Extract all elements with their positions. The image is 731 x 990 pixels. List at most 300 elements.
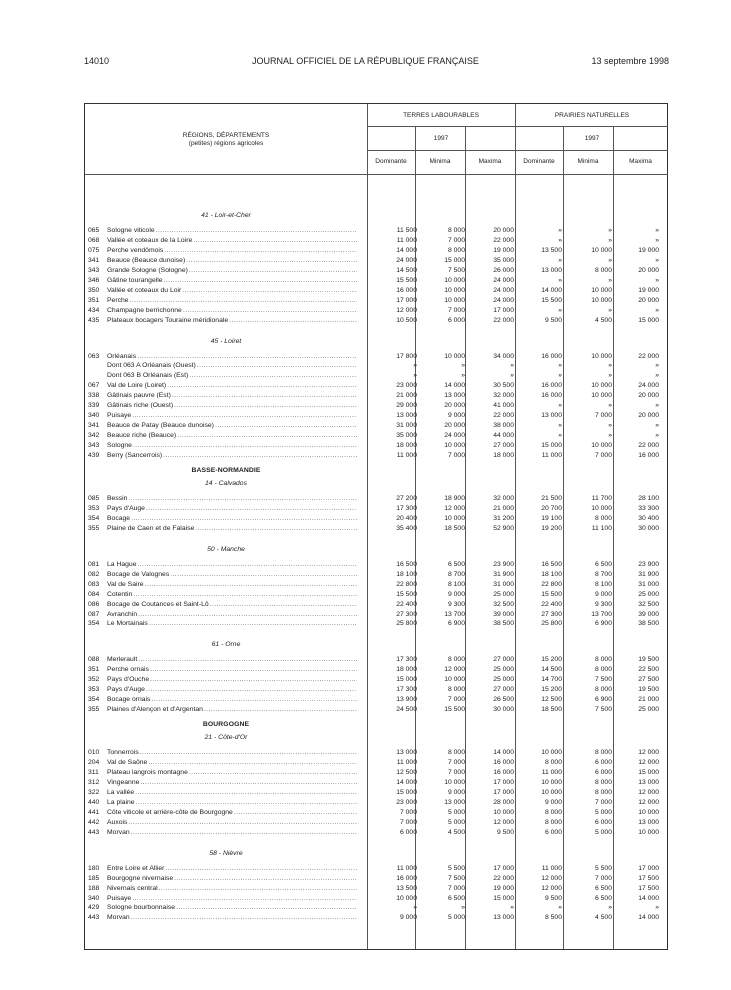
region-code: 010 — [88, 749, 100, 757]
table-row — [85, 665, 669, 675]
region-code: 086 — [88, 600, 100, 608]
region-code: 311 — [88, 769, 99, 776]
region-label: Sologne bourbonnaise ..... — [107, 903, 357, 913]
cell-value: 15 000 — [541, 442, 562, 450]
cell-value: 19 000 — [493, 884, 514, 892]
cell-value: 25 000 — [638, 706, 659, 714]
cell-value: 10 000 — [591, 442, 612, 450]
cell-value: 5 000 — [594, 808, 612, 816]
cell-value: 6 500 — [594, 560, 612, 568]
region-label: Grande Sologne (Sologne) ..... — [107, 266, 357, 276]
cell-value: 7 000 — [594, 412, 612, 420]
region-label: Puisaye ..... — [107, 894, 357, 904]
cell-value: 15 500 — [541, 590, 562, 598]
cell-value: 17 000 — [638, 864, 659, 872]
region-code: 435 — [88, 316, 100, 324]
cell-value: 19 200 — [541, 524, 562, 532]
table-row — [85, 391, 669, 401]
cell-value: 11 000 — [541, 864, 562, 872]
table-row — [85, 600, 669, 610]
cell-value: 24 000 — [493, 286, 514, 294]
table-row — [85, 411, 669, 421]
department-heading: 45 - Loiret — [210, 337, 242, 345]
journal-title: JOURNAL OFFICIEL DE LA RÉPUBLIQUE FRANÇAISE — [252, 56, 479, 66]
table-row — [85, 381, 669, 391]
cell-value: » — [413, 904, 417, 912]
region-label: Gâtine tourangelle ..... — [107, 276, 357, 286]
cell-value: 34 000 — [493, 352, 514, 360]
cell-value: 15 000 — [444, 256, 465, 264]
table-row — [85, 306, 669, 316]
cell-value: 14 000 — [638, 914, 659, 922]
cell-value: 12 000 — [638, 788, 659, 796]
cell-value: 17 000 — [493, 306, 514, 314]
cell-value: 35 400 — [396, 524, 417, 532]
cell-value: 31 000 — [638, 580, 659, 588]
table-row — [85, 570, 669, 580]
cell-value: » — [655, 276, 659, 284]
region-label: Plateau langrois montagne ..... — [107, 768, 357, 778]
col-minima-1: Minima — [429, 158, 451, 165]
cell-value: 31 000 — [396, 422, 417, 430]
cell-value: 21 500 — [541, 494, 562, 502]
cell-value: » — [461, 904, 465, 912]
cell-value: 5 500 — [447, 864, 465, 872]
table-row — [85, 894, 669, 904]
cell-value: 39 000 — [493, 610, 514, 618]
table-row — [85, 494, 669, 504]
table-row — [85, 266, 669, 276]
cell-value: 30 500 — [493, 382, 514, 390]
table-row — [85, 286, 669, 296]
cell-value: 10 000 — [493, 808, 514, 816]
table-row — [85, 768, 669, 778]
cell-value: 19 500 — [638, 686, 659, 694]
cell-value: 10 000 — [444, 296, 465, 304]
cell-value: 15 000 — [638, 316, 659, 324]
region-label: Bocage de Valognes ..... — [107, 570, 357, 580]
cell-value: 29 000 — [396, 402, 417, 410]
cell-value: » — [558, 362, 562, 370]
table-row — [85, 808, 669, 818]
cell-value: 38 500 — [493, 620, 514, 628]
cell-value: 28 000 — [493, 798, 514, 806]
cell-value: 21 000 — [638, 696, 659, 704]
cell-value: 10 000 — [591, 286, 612, 294]
region-label: Pays d'Ouche ..... — [107, 675, 357, 685]
cell-value: 8 000 — [594, 788, 612, 796]
table-row — [85, 748, 669, 758]
region-code: 429 — [88, 904, 100, 912]
cell-value: 17 000 — [493, 864, 514, 872]
department-heading: 50 - Manche — [207, 545, 245, 553]
cell-value: 10 000 — [541, 778, 562, 786]
cell-value: 16 000 — [638, 452, 659, 459]
cell-value: 7 000 — [447, 769, 465, 776]
cell-value: 35 000 — [493, 256, 514, 264]
group-terres: TERRES LABOURABLES — [403, 112, 479, 119]
cell-value: » — [510, 372, 514, 380]
cell-value: 10 000 — [638, 808, 659, 816]
table-row — [85, 778, 669, 788]
cell-value: 6 000 — [594, 818, 612, 826]
cell-value: 19 500 — [638, 656, 659, 664]
cell-value: 20 000 — [638, 392, 659, 400]
cell-value: » — [413, 362, 417, 370]
cell-value: 30 000 — [493, 706, 514, 714]
cell-value: » — [558, 276, 562, 284]
cell-value: 25 800 — [396, 620, 417, 628]
group-prairies: PRAIRIES NATURELLES — [554, 112, 630, 119]
cell-value: 11 000 — [396, 864, 417, 872]
cell-value: » — [558, 256, 562, 264]
cell-value: 44 000 — [493, 432, 514, 440]
region-code: 312 — [88, 778, 100, 786]
cell-value: 24 000 — [493, 296, 514, 304]
table-row — [85, 296, 669, 306]
region-label: Nivernais central ..... — [107, 884, 357, 894]
cell-value: » — [655, 256, 659, 264]
cell-value: 19 000 — [493, 246, 514, 254]
cell-value: 32 000 — [493, 494, 514, 502]
cell-value: 12 500 — [396, 769, 417, 776]
table-row — [85, 560, 669, 570]
cell-value: 9 300 — [447, 600, 465, 608]
cell-value: 6 500 — [447, 560, 465, 568]
cell-value: » — [510, 362, 514, 370]
cell-value: 7 000 — [594, 798, 612, 806]
region-label: Morvan ..... — [107, 828, 357, 838]
region-label: Entre Loire et Allier ..... — [107, 864, 357, 874]
table-row — [85, 352, 669, 362]
region-code: 342 — [88, 432, 100, 440]
cell-value: 6 000 — [594, 759, 612, 767]
cell-value: 14 500 — [396, 266, 417, 274]
cell-value: 22 000 — [493, 412, 514, 420]
cell-value: 14 000 — [541, 286, 562, 294]
department-heading: 14 - Calvados — [205, 479, 247, 487]
cell-value: 15 500 — [541, 296, 562, 304]
cell-value: 17 500 — [638, 874, 659, 882]
region-code: 188 — [88, 884, 100, 892]
region-label: La vallée ..... — [107, 788, 357, 798]
cell-value: 11 000 — [541, 769, 562, 776]
table-row — [85, 580, 669, 590]
cell-value: 10 000 — [541, 749, 562, 757]
region-code: 353 — [88, 686, 100, 694]
region-label: Vingeanne ..... — [107, 778, 357, 788]
region-label: Beauce riche (Beauce) ..... — [107, 431, 357, 441]
cell-value: 20 000 — [638, 266, 659, 274]
cell-value: » — [655, 306, 659, 314]
region-label: Bocage ornais ..... — [107, 695, 357, 705]
cell-value: 15 500 — [396, 276, 417, 284]
cell-value: 31 900 — [493, 570, 514, 578]
table-row — [85, 514, 669, 524]
cell-value: 7 000 — [447, 306, 465, 314]
cell-value: 12 000 — [444, 666, 465, 674]
table-row — [85, 431, 669, 441]
cell-value: » — [608, 256, 612, 264]
cell-value: 21 000 — [493, 504, 514, 512]
table-row — [85, 798, 669, 808]
cell-value: 14 000 — [444, 382, 465, 390]
region-label: Champagne berrichonne ..... — [107, 306, 357, 316]
cell-value: 11 000 — [396, 452, 417, 459]
cell-value: 6 000 — [399, 828, 417, 836]
region-code: 341 — [88, 422, 100, 430]
cell-value: 12 000 — [541, 884, 562, 892]
cell-value: » — [558, 306, 562, 314]
cell-value: 8 000 — [447, 656, 465, 664]
cell-value: 19 000 — [638, 246, 659, 254]
region-label: Sologne ..... — [107, 441, 357, 451]
cell-value: 9 500 — [496, 828, 514, 836]
table-row — [85, 705, 669, 715]
year-terres: 1997 — [433, 135, 449, 142]
cell-value: 10 000 — [444, 352, 465, 360]
table-row — [85, 246, 669, 256]
cell-value: 6 000 — [544, 828, 562, 836]
cell-value: 27 000 — [493, 442, 514, 450]
region-label: Vallée et coteaux de la Loire ..... — [107, 236, 357, 246]
cell-value: 24 500 — [396, 706, 417, 714]
cell-value: 11 000 — [396, 236, 417, 244]
cell-value: 10 000 — [591, 392, 612, 400]
cell-value: 24 000 — [493, 276, 514, 284]
cell-value: » — [608, 362, 612, 370]
cell-value: 8 000 — [594, 656, 612, 664]
region-label: Morvan ..... — [107, 913, 357, 923]
region-label: Orléanais ..... — [107, 352, 357, 362]
region-code: 065 — [88, 227, 100, 234]
cell-value: 22 000 — [493, 236, 514, 244]
cell-value: 17 300 — [396, 686, 417, 694]
cell-value: 22 000 — [638, 442, 659, 450]
cell-value: 32 500 — [493, 600, 514, 608]
region-code: 353 — [88, 504, 100, 512]
cell-value: 25 000 — [493, 666, 514, 674]
cell-value: 8 000 — [594, 514, 612, 522]
region-label: Berry (Sancerrois) ..... — [107, 451, 357, 461]
data-table — [84, 103, 668, 950]
cell-value: 4 500 — [594, 914, 612, 922]
cell-value: 14 000 — [638, 894, 659, 902]
region-label: Avranchin ..... — [107, 610, 357, 620]
cell-value: 6 500 — [594, 884, 612, 892]
cell-value: 14 500 — [541, 666, 562, 674]
cell-value: 10 500 — [396, 316, 417, 324]
cell-value: 18 500 — [444, 524, 465, 532]
region-code: 352 — [88, 676, 100, 684]
cell-value: 17 800 — [396, 352, 417, 360]
cell-value: 23 900 — [638, 560, 659, 568]
cell-value: 15 000 — [396, 788, 417, 796]
cell-value: 8 000 — [594, 666, 612, 674]
region-label: Beauce de Patay (Beauce dunoise) ..... — [107, 421, 357, 431]
cell-value: » — [655, 432, 659, 440]
cell-value: 22 400 — [396, 600, 417, 608]
region-code: 083 — [88, 580, 100, 588]
cell-value: » — [558, 904, 562, 912]
region-code: 339 — [88, 402, 100, 410]
cell-value: 10 000 — [591, 504, 612, 512]
region-label: Plaine de Caen et de Falaise ..... — [107, 524, 357, 534]
col-dominante-1: Dominante — [375, 158, 407, 165]
cell-value: » — [608, 236, 612, 244]
cell-value: 14 700 — [541, 676, 562, 684]
cell-value: 4 500 — [447, 828, 465, 836]
cell-value: 24 000 — [638, 382, 659, 390]
cell-value: 8 100 — [447, 580, 465, 588]
cell-value: 13 000 — [541, 412, 562, 420]
region-code: 443 — [88, 914, 100, 922]
cell-value: 7 000 — [594, 452, 612, 459]
table-row — [85, 675, 669, 685]
cell-value: 15 000 — [396, 676, 417, 684]
region-code: 340 — [88, 412, 100, 420]
table-row — [85, 371, 669, 381]
region-label: Bocage ..... — [107, 514, 357, 524]
cell-value: 22 400 — [541, 600, 562, 608]
cell-value: 13 000 — [493, 914, 514, 922]
cell-value: 8 000 — [594, 778, 612, 786]
cell-value: 13 000 — [444, 798, 465, 806]
cell-value: » — [655, 362, 659, 370]
cell-value: 6 000 — [447, 316, 465, 324]
cell-value: » — [608, 432, 612, 440]
cell-value: » — [461, 372, 465, 380]
cell-value: 7 000 — [447, 452, 465, 459]
region-code: 340 — [88, 894, 100, 902]
cell-value: » — [558, 372, 562, 380]
cell-value: 9 500 — [544, 894, 562, 902]
cell-value: 6 900 — [594, 696, 612, 704]
cell-value: 13 700 — [444, 610, 465, 618]
table-row — [85, 504, 669, 514]
region-code: 084 — [88, 590, 100, 598]
cell-value: » — [655, 236, 659, 244]
cell-value: 12 000 — [638, 749, 659, 757]
cell-value: 8 000 — [447, 246, 465, 254]
region-code: 081 — [88, 560, 100, 568]
region-code: 085 — [88, 494, 100, 502]
cell-value: 27 200 — [396, 494, 417, 502]
cell-value: 15 000 — [638, 769, 659, 776]
cell-value: 15 000 — [493, 894, 514, 902]
cell-value: 8 000 — [544, 759, 562, 767]
table-row — [85, 451, 669, 461]
cell-value: 18 000 — [493, 452, 514, 459]
cell-value: 16 000 — [396, 874, 417, 882]
cell-value: » — [558, 432, 562, 440]
cell-value: » — [608, 306, 612, 314]
cell-value: 8 700 — [447, 570, 465, 578]
table-row — [85, 884, 669, 894]
region-code: 082 — [88, 570, 100, 578]
cell-value: 17 000 — [493, 788, 514, 796]
region-label: Auxois ..... — [107, 818, 357, 828]
cell-value: » — [608, 276, 612, 284]
cell-value: 13 000 — [638, 778, 659, 786]
region-label: Val de Saire ..... — [107, 580, 357, 590]
cell-value: 17 000 — [396, 296, 417, 304]
region-code: 346 — [88, 276, 100, 284]
region-label: Bessin ..... — [107, 494, 357, 504]
cell-value: » — [655, 422, 659, 430]
table-row — [85, 903, 669, 913]
cell-value: 7 500 — [594, 676, 612, 684]
region-label: Côte viticole et arrière-côte de Bourgogne ..... — [107, 808, 357, 818]
cell-value: 26 500 — [493, 696, 514, 704]
cell-value: 16 000 — [541, 392, 562, 400]
cell-value: 12 000 — [493, 818, 514, 826]
cell-value: 6 900 — [594, 620, 612, 628]
col-maxima-1: Maxima — [478, 158, 502, 165]
region-code: 354 — [88, 620, 100, 628]
region-label: La Hague ..... — [107, 560, 357, 570]
cell-value: 4 500 — [594, 316, 612, 324]
cell-value: 13 000 — [541, 266, 562, 274]
cell-value: » — [558, 227, 562, 234]
cell-value: 6 900 — [447, 620, 465, 628]
region-label: Vallée et coteaux du Loir ..... — [107, 286, 357, 296]
region-code: 350 — [88, 286, 100, 294]
region-label: Sologne viticole ..... — [107, 226, 357, 236]
cell-value: 13 000 — [396, 412, 417, 420]
cell-value: 7 000 — [447, 884, 465, 892]
cell-value: 23 000 — [396, 798, 417, 806]
cell-value: 16 000 — [396, 286, 417, 294]
stub-subtitle: (petites) régions agricoles — [188, 140, 264, 147]
cell-value: 16 000 — [541, 382, 562, 390]
region-code: 185 — [88, 874, 100, 882]
cell-value: 27 500 — [638, 676, 659, 684]
cell-value: 10 000 — [591, 382, 612, 390]
cell-value: 10 000 — [638, 828, 659, 836]
cell-value: 18 100 — [541, 570, 562, 578]
region-code: 440 — [88, 798, 100, 806]
cell-value: 13 000 — [638, 818, 659, 826]
cell-value: 15 200 — [541, 686, 562, 694]
region-code: 322 — [88, 788, 100, 796]
table-row — [85, 874, 669, 884]
cell-value: 6 500 — [594, 894, 612, 902]
publication-date: 13 septembre 1998 — [591, 56, 669, 66]
page-number: 14010 — [84, 56, 110, 66]
department-heading: 41 - Loir-et-Cher — [201, 212, 251, 219]
table-row — [85, 864, 669, 874]
table-row — [85, 828, 669, 838]
cell-value: 25 000 — [493, 676, 514, 684]
region-code: 067 — [88, 382, 100, 390]
cell-value: 39 000 — [638, 610, 659, 618]
cell-value: 6 000 — [594, 769, 612, 776]
cell-value: 10 000 — [444, 778, 465, 786]
region-code: 443 — [88, 828, 100, 836]
cell-value: 20 000 — [638, 296, 659, 304]
cell-value: 9 000 — [447, 412, 465, 420]
cell-value: 31 000 — [493, 580, 514, 588]
table-row — [85, 610, 669, 620]
cell-value: » — [655, 372, 659, 380]
col-minima-2: Minima — [577, 158, 599, 165]
cell-value: 12 000 — [541, 874, 562, 882]
cell-value: 8 000 — [544, 808, 562, 816]
cell-value: 8 000 — [447, 749, 465, 757]
cell-value: 20 700 — [541, 504, 562, 512]
cell-value: 11 000 — [396, 759, 417, 767]
